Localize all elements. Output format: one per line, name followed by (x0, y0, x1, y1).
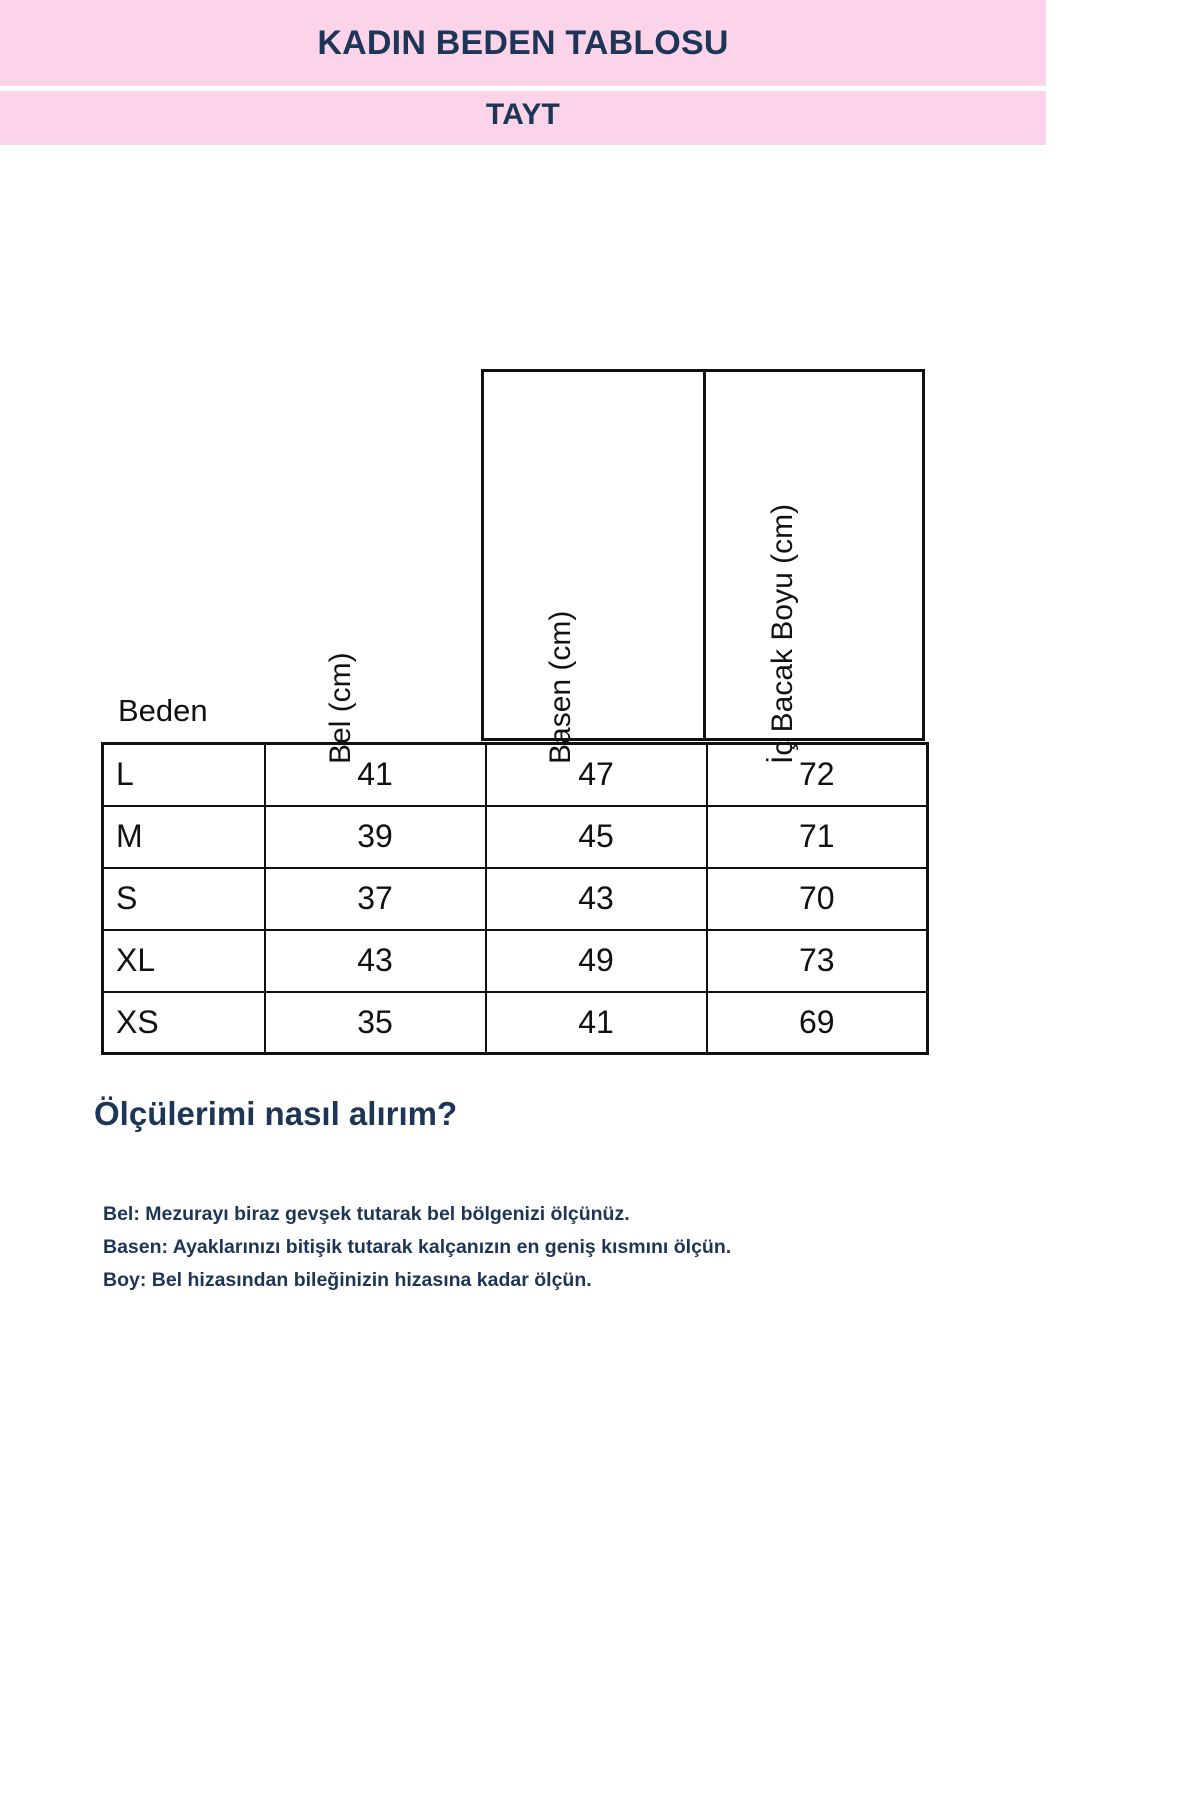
cell-basen: 47 (486, 744, 707, 806)
column-header-beden: Beden (118, 693, 208, 728)
cell-bel: 37 (265, 868, 486, 930)
page-title: KADIN BEDEN TABLOSU (0, 0, 1046, 86)
cell-size: XS (103, 992, 265, 1054)
size-table-grid (101, 742, 929, 1055)
cell-bacak: 72 (707, 744, 928, 806)
cell-bel: 41 (265, 744, 486, 806)
header-box-bacak (703, 369, 925, 741)
cell-basen: 49 (486, 930, 707, 992)
cell-size: XL (103, 930, 265, 992)
table-row (103, 930, 928, 992)
table-row (103, 992, 928, 1054)
column-header-ic-bacak-boyu: İç Bacak Boyu (cm) (766, 503, 799, 764)
cell-bel: 43 (265, 930, 486, 992)
cell-size: S (103, 868, 265, 930)
how-to-measure-lines (103, 1198, 731, 1297)
page-subtitle: TAYT (0, 91, 1046, 145)
cell-basen: 45 (486, 806, 707, 868)
cell-basen: 41 (486, 992, 707, 1054)
measure-instruction-boy: Boy: Bel hizasından bileğinizin hizasına kadar ölçün. (103, 1269, 592, 1291)
cell-size: L (103, 744, 265, 806)
measure-instruction-bel: Bel: Mezurayı biraz gevşek tutarak bel bölgenizi ölçünüz. (103, 1203, 630, 1225)
measure-instruction-basen: Basen: Ayaklarınızı bitişik tutarak kalçanızın en geniş kısmını ölçün. (103, 1236, 732, 1258)
cell-bel: 39 (265, 806, 486, 868)
cell-bel: 35 (265, 992, 486, 1054)
size-table (0, 145, 1046, 1045)
cell-basen: 43 (486, 868, 707, 930)
column-header-basen: Basen (cm) (544, 610, 577, 764)
table-row (103, 744, 928, 806)
cell-bacak: 69 (707, 992, 928, 1054)
header-banner (0, 0, 1046, 145)
table-row (103, 806, 928, 868)
cell-bacak: 73 (707, 930, 928, 992)
column-header-bel: Bel (cm) (324, 652, 357, 764)
cell-bacak: 71 (707, 806, 928, 868)
cell-bacak: 70 (707, 868, 928, 930)
table-row (103, 868, 928, 930)
header-box-basen (481, 369, 703, 741)
how-to-measure-title: Ölçülerimi nasıl alırım? (94, 1095, 458, 1132)
cell-size: M (103, 806, 265, 868)
